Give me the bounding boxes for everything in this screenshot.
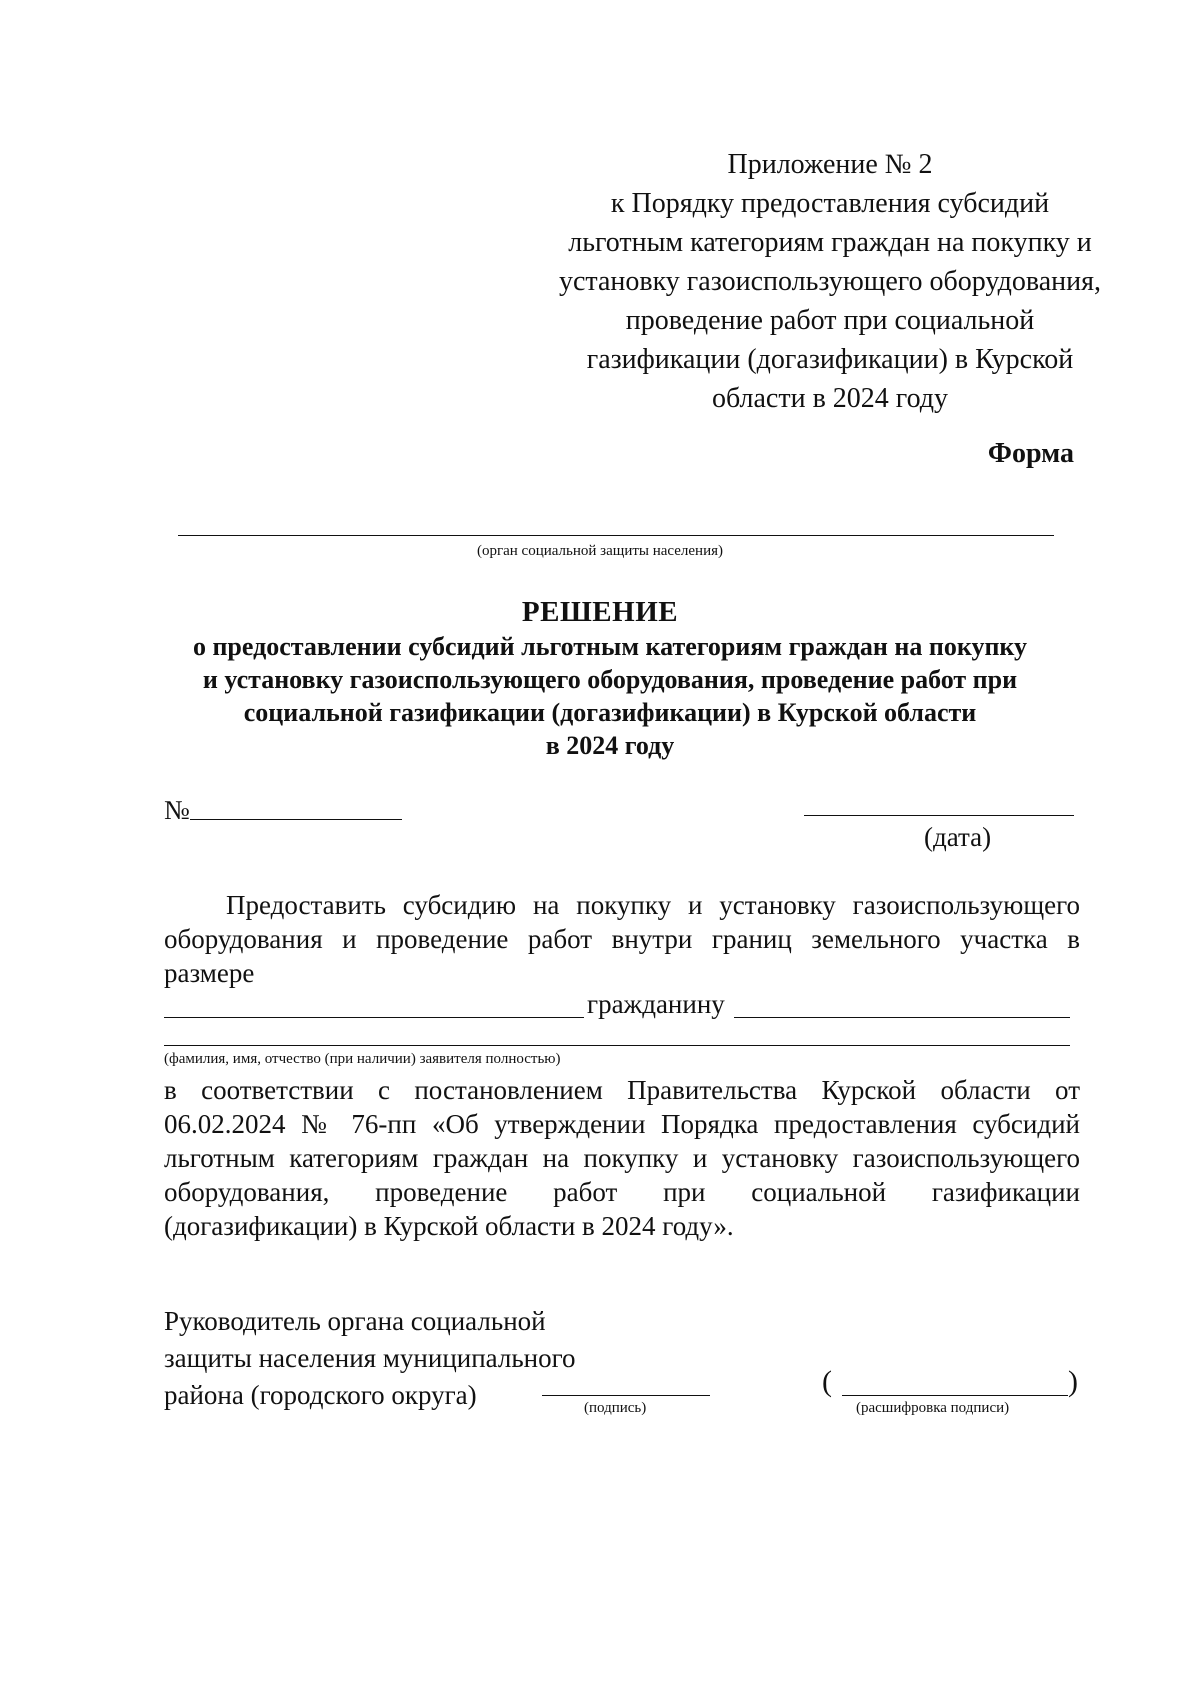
- appendix-line: газификации (догазификации) в Курской: [586, 344, 1074, 375]
- paragraph-line: оборудования, проведение работ при социальной газификации: [164, 1177, 1080, 1207]
- signature-field-line: [542, 1395, 710, 1396]
- decision-subtitle-line: в 2024 году: [545, 731, 675, 760]
- paragraph-grant: [164, 888, 1080, 990]
- decoding-caption: (расшифровка подписи): [856, 1400, 1010, 1416]
- paragraph-line: льготным категориям граждан на покупку и установку газоиспользующего: [164, 1143, 1080, 1173]
- decoding-close-paren: ): [1068, 1365, 1078, 1398]
- date-field-line: [804, 815, 1074, 816]
- decision-subtitle-line: о предоставлении субсидий льготным категориям граждан на покупку: [192, 632, 1028, 661]
- decision-subtitle: [140, 630, 1080, 762]
- organ-caption: (орган социальной защиты населения): [476, 543, 724, 559]
- amount-field-line: [164, 1017, 584, 1018]
- appendix-header: [540, 145, 1120, 418]
- appendix-line: установку газоиспользующего оборудования,: [558, 266, 1102, 297]
- appendix-line: Приложение № 2: [727, 149, 933, 180]
- date-label: (дата): [924, 822, 992, 852]
- appendix-line: к Порядку предоставления субсидий: [610, 188, 1050, 219]
- paragraph-line: оборудования и проведение работ внутри границ земельного участка в: [164, 924, 1080, 954]
- citizen-name-field-line: [734, 1017, 1070, 1018]
- decision-subtitle-line: и установку газоиспользующего оборудования, проведение работ при: [202, 665, 1018, 694]
- signer-line: Руководитель органа социальной: [164, 1306, 546, 1336]
- paragraph-line: 06.02.2024 № 76-пп «Об утверждении Порядка предоставления субсидий: [164, 1109, 1080, 1139]
- decision-title: РЕШЕНИЕ: [521, 596, 679, 628]
- number-field-line: [190, 819, 402, 820]
- citizen-label: гражданину: [587, 989, 725, 1019]
- applicant-caption: (фамилия, имя, отчество (при наличии) заявителя полностью): [164, 1051, 561, 1067]
- signer-block: [164, 1303, 576, 1414]
- applicant-name-field-line: [164, 1045, 1070, 1046]
- form-label: Форма: [987, 438, 1074, 469]
- decision-subtitle-line: социальной газификации (догазификации) в Курской области: [243, 698, 977, 727]
- paragraph-line: в соответствии с постановлением Правительства Курской области от: [164, 1075, 1080, 1105]
- organ-name-field-line: [178, 535, 1054, 536]
- decoding-field-line: [842, 1395, 1068, 1396]
- appendix-line: проведение работ при социальной: [625, 305, 1035, 336]
- appendix-line: области в 2024 году: [711, 383, 949, 414]
- paragraph-legal-basis: [164, 1073, 1080, 1243]
- signature-caption: (подпись): [584, 1400, 647, 1416]
- signer-line: района (городского округа): [164, 1380, 477, 1410]
- number-label: №: [164, 795, 190, 825]
- paragraph-line: (догазификации) в Курской области в 2024 году».: [164, 1211, 734, 1241]
- decoding-open-paren: (: [822, 1365, 832, 1398]
- appendix-line: льготным категориям граждан на покупку и: [568, 227, 1092, 258]
- signer-line: защиты населения муниципального: [164, 1343, 576, 1373]
- paragraph-line: размере: [164, 958, 255, 988]
- paragraph-line: Предоставить субсидию на покупку и установку газоиспользующего: [226, 890, 1080, 920]
